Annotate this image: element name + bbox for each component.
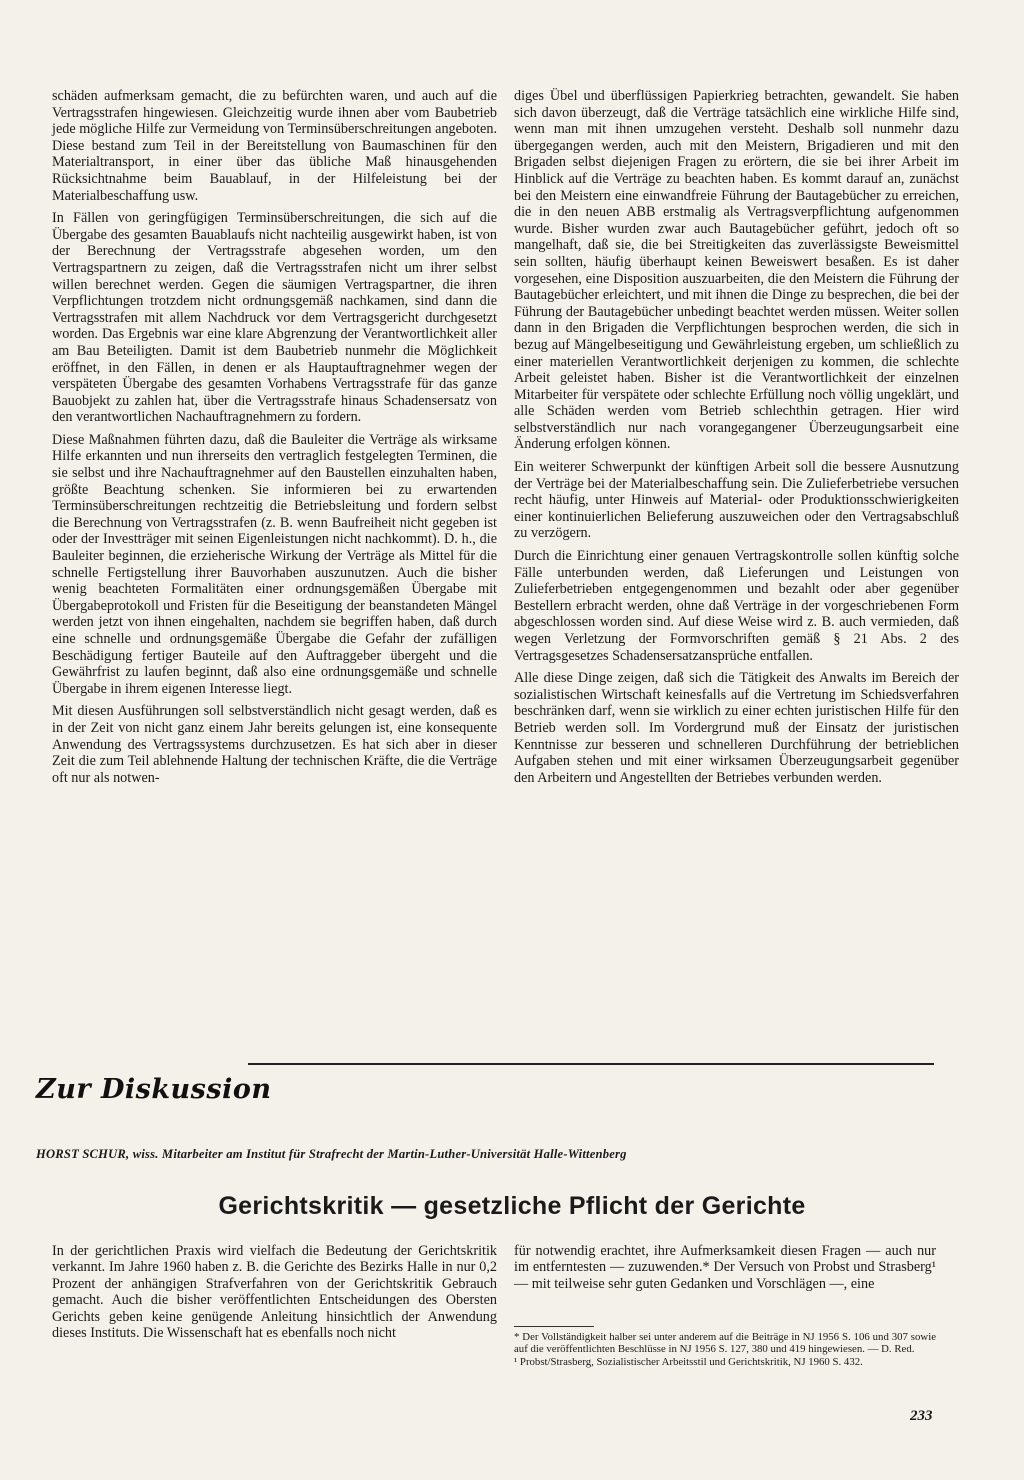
column-left (52, 88, 497, 792)
page-number: 233 (910, 1408, 933, 1424)
footnote-divider (514, 1326, 594, 1327)
article-column-right (514, 1243, 936, 1292)
footnotes (514, 1331, 936, 1368)
footnote: * Der Vollständigkeit halber sei unter anderem auf die Beiträge in NJ 1956 S. 106 und 307 sowie auf die veröffentlichten Beschlüsse in NJ 1956 S. 127, 380 und 419 hingewiesen. — D. Red. (514, 1331, 936, 1356)
paragraph: schäden aufmerksam gemacht, die zu befürchten waren, und auch auf die Vertragsstrafen hingewiesen. Gleichzeitig wurde ihnen aber vom Baubetrieb jede mögliche Hilfe zur Vermeidung von Terminsüberschreitungen angeboten. Diese bestand zum Teil in der Bereitstellung von Baumaschinen für den Materialtransport, in einer über das übliche Maß hinausgehenden Rücksichtnahme beim Bauablauf, in der Hilfeleistung bei der Materialbeschaffung usw. (52, 88, 497, 204)
article-column-left (52, 1243, 497, 1341)
paragraph: In der gerichtlichen Praxis wird vielfach die Bedeutung der Gerichtskritik verkannt. Im Jahre 1960 haben z. B. die Gerichte des Bezirks Halle in nur 0,2 Prozent der anhängigen Strafverfahren von der Gerichtskritik Gebrauch gemacht. Auch die bisher veröffentlichten Entscheidungen des Obersten Gerichts geben keine genügende Anleitung hinsichtlich der Anwendung dieses Instituts. Die Wissenschaft hat es ebenfalls noch nicht (52, 1243, 497, 1342)
footnote: ¹ Probst/Strasberg, Sozialistischer Arbeitsstil und Gerichtskritik, NJ 1960 S. 432. (514, 1355, 863, 1368)
paragraph: diges Übel und überflüssigen Papierkrieg betrachten, gewandelt. Sie haben sich davon überzeugt, daß die Verträge tatsächlich eine wirkliche Hilfe sind, wenn man mit ihnen umzugehen versteht. Deshalb soll nunmehr dazu übergegangen werden, auch mit den Meistern, Brigadieren und mit den Brigaden selbst diejenigen Fragen zu erörtern, die sie bei ihrer Arbeit im Hinblick auf die Verträge zu beachten haben. Es kommt darauf an, zunächst bei den Meistern eine einwandfreie Führung der Bautagebücher zu erreichen, die in den neuen ABB erstmalig als Vertragsverpflichtung aufgenommen wurde. Bisher wurden zwar auch Bautagebücher geführt, jedoch oft so mangelhaft, daß sie, die bei Streitigkeiten das zuverlässigste Beweismittel sein sollten, häufig überhaupt keinen Beweiswert besaßen. Es ist daher vorgesehen, eine Disposition auszuarbeiten, die den Meistern die Führung der Bautagebücher erleichtert, und mit ihnen die Dinge zu besprechen, die bei der Führung der Bautagebücher unbedingt beachtet werden müssen. Weiter sollen dann in den Brigaden die Verpflichtungen besprochen werden, die sich in bezug auf Mängelbeseitigung und Gewährleistung ergeben, um schließlich zu einer materiellen Verantwortlichkeit derjenigen zu kommen, die schlechte Arbeit geleistet haben. Bisher ist die Verantwortlichkeit der einzelnen Mitarbeiter für verspätete oder schlechte Erfüllung noch völlig ungeklärt, und alle Schäden werden vom Betrieb schlechthin getragen. Hier wird selbstverständlich nur nach vorangegangener Überzeugungsarbeit eine Änderung erfolgen können. (514, 88, 959, 453)
section-divider (248, 1063, 934, 1065)
paragraph: Durch die Einrichtung einer genauen Vertragskontrolle sollen künftig solche Fälle unterbunden werden, daß Lieferungen und Leistungen von Zulieferbetrieben entgegengenommen und bezahlt oder aber gegenüber Bestellern erbracht werden, ohne daß Verträge in der vorgeschriebenen Form abgeschlossen worden sind. Auf diese Weise wird z. B. auch vermieden, daß wegen Verletzung der Formvorschriften gemäß § 21 Abs. 2 des Vertragsgesetzes Schadensersatzansprüche entfallen. (514, 548, 959, 664)
paragraph: für notwendig erachtet, ihre Aufmerksamkeit diesen Fragen — auch nur im entferntesten — zuzuwenden.* Der Versuch von Probst und Strasberg¹ — mit teilweise sehr guten Gedanken und Vorschlägen —, eine (514, 1243, 936, 1292)
paragraph: Mit diesen Ausführungen soll selbstverständlich nicht gesagt werden, daß es in der Zeit von nicht ganz einem Jahr bereits gelungen ist, eine konsequente Anwendung des Vertragssystems durchzusetzen. Es hat sich aber in dieser Zeit die zum Teil ablehnende Haltung der technischen Kräfte, die die Verträge oft nur als notwen- (52, 703, 497, 786)
column-right (514, 88, 959, 792)
paragraph: Ein weiterer Schwerpunkt der künftigen Arbeit soll die bessere Ausnutzung der Verträge bei der Materialbeschaffung sein. Die Zulieferbetriebe versuchen recht häufig, unter Hinweis auf Material- oder Produktionsschwierigkeiten einer kontinuierlichen Belieferung auszuweichen oder den Vertragsabschluß zu verzögern. (514, 459, 959, 542)
paragraph: Alle diese Dinge zeigen, daß sich die Tätigkeit des Anwalts im Bereich der sozialistischen Wirtschaft keinesfalls auf die Vertretung im Schiedsverfahren beschränken darf, wenn sie wirklich zu einer echten juristischen Hilfe für den Betrieb werden soll. Im Vordergrund muß der Einsatz der juristischen Kenntnisse zur besseren und schnelleren Durchführung der betrieblichen Aufgaben stehen und mit einer wirksamen Überzeugungsarbeit gegenüber den Arbeitern und Angestellten der Betriebes verbunden werden. (514, 670, 959, 786)
author-line: HORST SCHUR, wiss. Mitarbeiter am Institut für Strafrecht der Martin-Luther-Universität Halle-Wittenberg (36, 1147, 627, 1161)
paragraph: In Fällen von geringfügigen Terminsüberschreitungen, die sich auf die Übergabe des gesamten Bauablaufs nicht nachteilig ausgewirkt haben, ist von der Berechnung der Vertragsstrafe abgesehen worden, um den Vertragspartnern zu zeigen, daß die Vertragsstrafen nicht um ihrer selbst willen berechnet werden. Gegen die säumigen Vertragspartner, die ihren Verpflichtungen trotzdem nicht ordnungsgemäß nachkamen, sind dann die Vertragsstrafen mit allem Nachdruck vor dem Vertragsgericht durchgesetzt worden. Das Ergebnis war eine klare Abgrenzung der Verantwortlichkeit aller am Bau Beteiligten. Damit ist dem Baubetrieb nunmehr die Möglichkeit eröffnet, in den Fällen, in denen er als Hauptauftragnehmer wegen der verspäteten Übergabe des gesamten Vorhabens Vertragsstrafe für das ganze Bauobjekt zu zahlen hat, über die Vertragsstrafe hinaus Schadensersatz von den verantwortlichen Nachauftragnehmern zu fordern. (52, 210, 497, 426)
section-heading: Zur Diskussion (36, 1074, 272, 1105)
paragraph: Diese Maßnahmen führten dazu, daß die Bauleiter die Verträge als wirksame Hilfe erkannten und nun ihrerseits den vertraglich festgelegten Terminen, die sie selbst und ihre Nachauftragnehmer auf den Baustellen einzuhalten haben, größte Beachtung schenken. Sie informieren bei zu erwartenden Terminsüberschreitungen rechtzeitig die Betriebsleitung und fordern selbst die Berechnung von Vertragsstrafen (z. B. wenn Baufreiheit nicht gegeben ist oder der Investträger mit seinen Eigenleistungen nicht nachkommt). D. h., die Bauleiter beginnen, die erzieherische Wirkung der Verträge als Mittel für die schnelle Fertigstellung ihrer Bauvorhaben auszunutzen. Auch die bisher wenig beachteten Formalitäten einer ordnungsgemäßen Übergabe mit Übergabeprotokoll und Fristen für die Beseitigung der beanstandeten Mängel werden jetzt von ihnen eingehalten, nachdem sie begriffen haben, daß durch eine schnelle und ordnungsgemäße Übergabe die Gefahr der zufälligen Beschädigung fertiger Bauteile auf den Auftraggeber übergeht und die Gewährfrist zu laufen beginnt, daß also eine ordnungsgemäße und schnelle Übergabe in ihrem eigenen Interesse liegt. (52, 431, 497, 697)
article-title: Gerichtskritik — gesetzliche Pflicht der Gerichte (218, 1192, 806, 1220)
